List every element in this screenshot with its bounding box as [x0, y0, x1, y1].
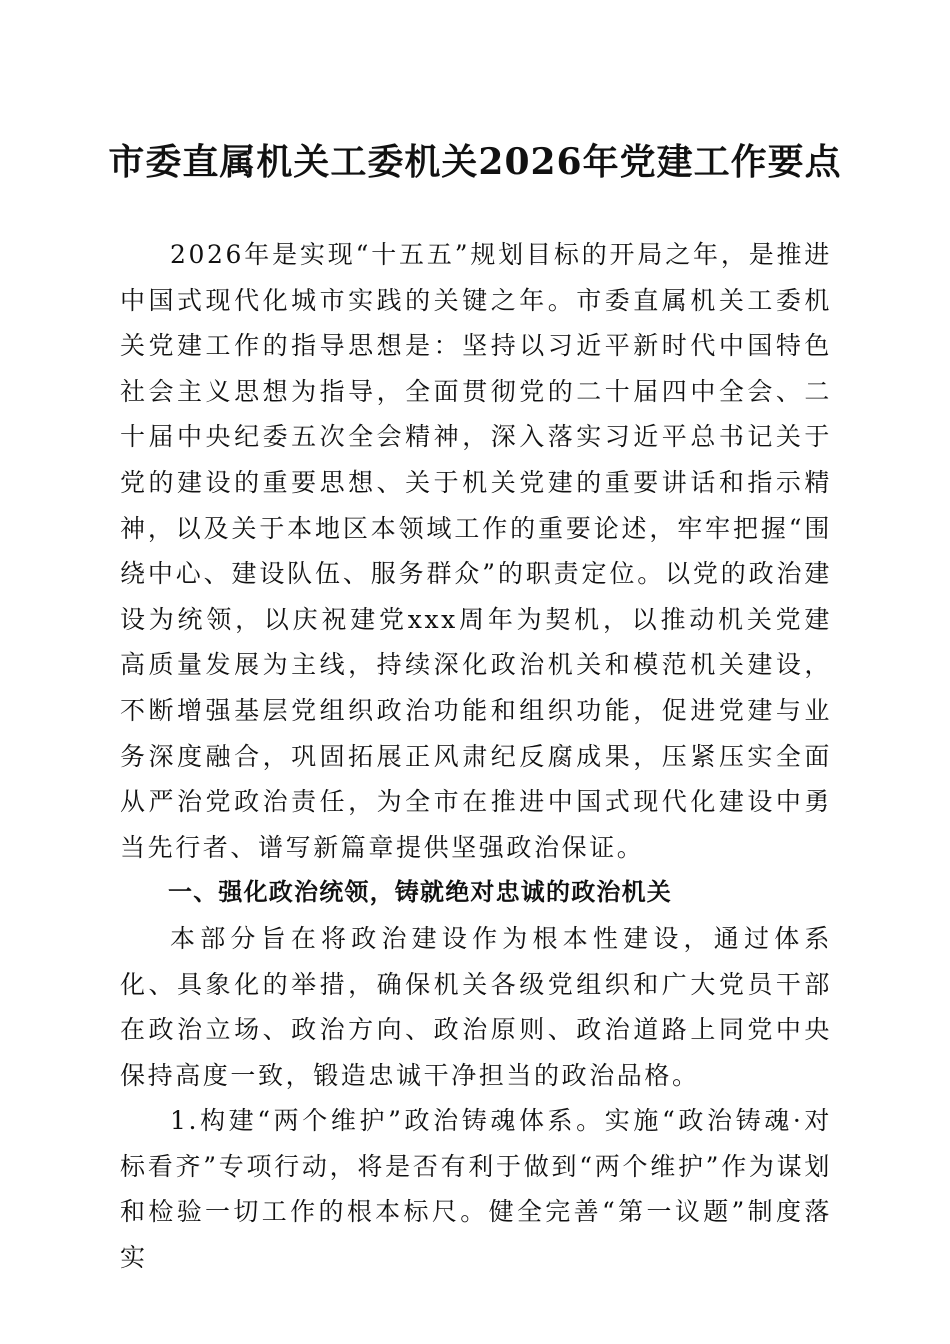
- document-body: [120, 232, 832, 1281]
- intro-paragraph: 2026年是实现“十五五”规划目标的开局之年，是推进中国式现代化城市实践的关键之年。市委直属机关工委机关党建工作的指导思想是：坚持以习近平新时代中国特色社会主义思想为指导，全面贯彻党的二十届四中全会、二十届中央纪委五次全会精神，深入落实习近平总书记关于党的建设的重要思想、关于机关党建的重要讲话和指示精神，以及关于本地区本领域工作的重要论述，牢牢把握“围绕中心、建设队伍、服务群众”的职责定位。以党的政治建设为统领，以庆祝建党xxx周年为契机，以推动机关党建高质量发展为主线，持续深化政治机关和模范机关建设，不断增强基层党组织政治功能和组织功能，促进党建与业务深度融合，巩固拓展正风肃纪反腐成果，压紧压实全面从严治党政治责任，为全市在推进中国式现代化建设中勇当先行者、谱写新篇章提供坚强政治保证。: [120, 240, 832, 862]
- document-title: 市委直属机关工委机关2026年党建工作要点: [108, 141, 842, 183]
- section-1-summary-paragraph: 本部分旨在将政治建设作为根本性建设，通过体系化、具象化的举措，确保机关各级党组织和广大党员干部在政治立场、政治方向、政治原则、政治道路上同党中央保持高度一致，锻造忠诚干净担当的政治品格。: [120, 923, 832, 1090]
- section-1-item-1-paragraph: 1.构建“两个维护”政治铸魂体系。实施“政治铸魂·对标看齐”专项行动，将是否有利于做到“两个维护”作为谋划和检验一切工作的根本标尺。健全完善“第一议题”制度落实: [120, 1106, 832, 1273]
- section-1-heading: 一、强化政治统领，铸就绝对忠诚的政治机关: [168, 878, 672, 907]
